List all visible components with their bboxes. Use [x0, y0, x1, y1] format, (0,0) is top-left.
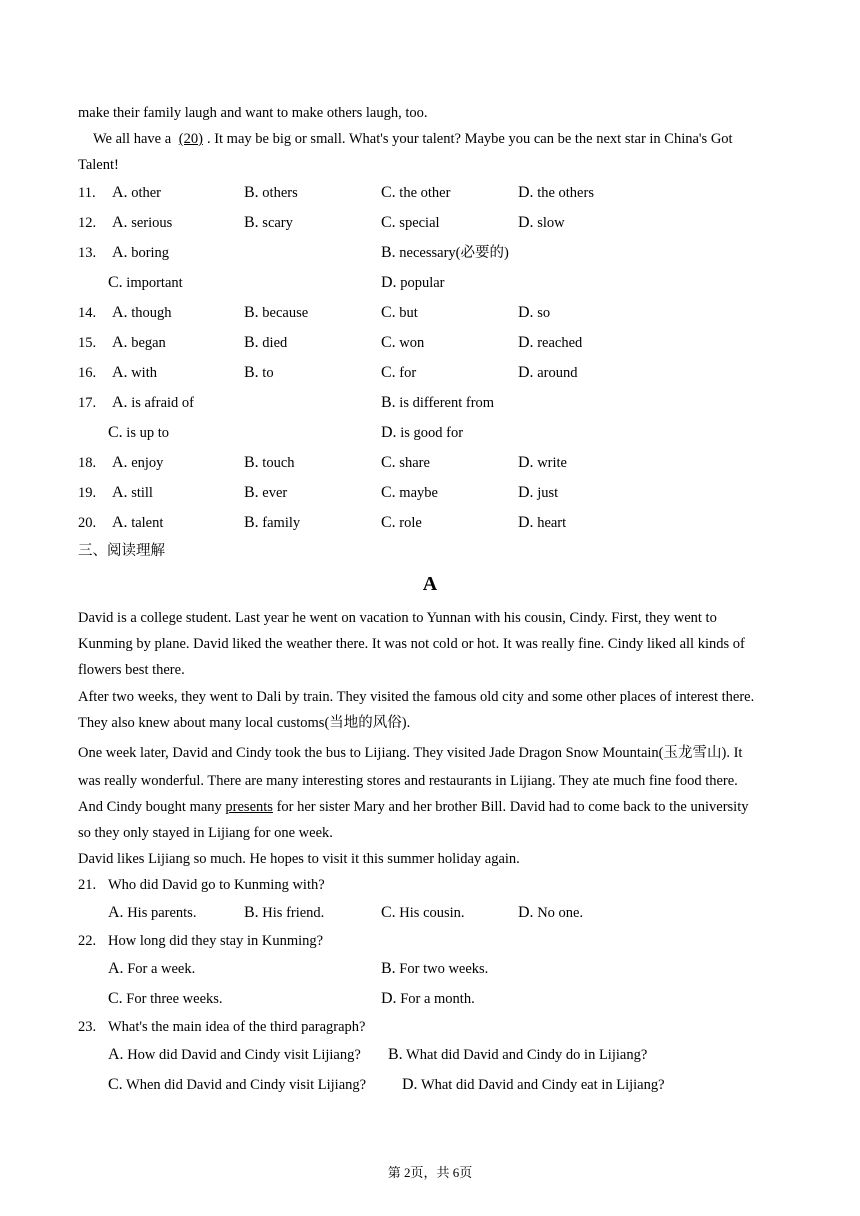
option-d[interactable]: D. so — [518, 304, 551, 321]
option-d[interactable]: D. What did David and Cindy eat in Lijiang? — [402, 1076, 665, 1093]
reading-text: And Cindy bought many — [78, 799, 226, 815]
option-d[interactable]: D. For a month. — [381, 990, 475, 1007]
option-b[interactable]: B. to — [244, 364, 274, 381]
option-c[interactable]: C. won — [381, 334, 425, 351]
option-d[interactable]: D. popular — [381, 274, 445, 291]
option-c[interactable]: C. the other — [381, 184, 451, 201]
reading-title: A — [422, 573, 438, 595]
option-b[interactable]: B. died — [244, 334, 288, 351]
option-a[interactable]: A. enjoy — [112, 454, 164, 471]
option-d[interactable]: D. just — [518, 484, 559, 501]
option-a[interactable]: A. His parents. — [108, 904, 197, 921]
reading-line: Kunming by plane. David liked the weather there. It was not cold or hot. It was really fine. Cindy liked all kinds of — [78, 636, 745, 652]
question-number: 17. — [78, 395, 97, 411]
option-b[interactable]: B. ever — [244, 484, 288, 501]
question-number: 16. — [78, 365, 97, 381]
option-c[interactable]: C. important — [108, 274, 183, 291]
option-a[interactable]: A. other — [112, 184, 161, 201]
option-d[interactable]: D. reached — [518, 334, 583, 351]
option-c[interactable]: C. role — [381, 514, 422, 531]
reading-line — [78, 798, 749, 816]
question-number: 22. — [78, 933, 97, 949]
question-number: 20. — [78, 515, 97, 531]
reading-line: was really wonderful. There are many interesting stores and restaurants in Lijiang. They ate much fine food there. — [78, 773, 738, 789]
question-number: 12. — [78, 215, 97, 231]
section-heading: 三、阅读理解 — [78, 543, 165, 559]
question-number: 18. — [78, 455, 97, 471]
option-d[interactable]: D. heart — [518, 514, 567, 531]
option-c[interactable]: C. When did David and Cindy visit Lijiang? — [108, 1076, 367, 1093]
question-number: 23. — [78, 1019, 97, 1035]
passage-text: We all have a — [93, 131, 175, 147]
reading-line: flowers best there. — [78, 662, 185, 678]
option-b[interactable]: B. is different from — [381, 394, 495, 411]
option-a[interactable]: A. still — [112, 484, 153, 501]
question-number: 19. — [78, 485, 97, 501]
page-footer: 第 2页，共 6页 — [387, 1165, 473, 1180]
option-a[interactable]: A. is afraid of — [112, 394, 194, 411]
reading-line: One week later, David and Cindy took the bus to Lijiang. They visited Jade Dragon Snow Mountain(玉龙雪山). It — [78, 745, 743, 761]
passage-line: make their family laugh and want to make others laugh, too. — [78, 105, 428, 121]
underlined-word-presents: presents — [225, 799, 273, 815]
question-number: 13. — [78, 245, 97, 261]
passage-text: . It may be big or small. What's your talent? Maybe you can be the next star in China's Got — [206, 131, 733, 147]
option-b[interactable]: B. touch — [244, 454, 295, 471]
option-a[interactable]: A. with — [112, 364, 157, 381]
option-a[interactable]: A. talent — [112, 514, 164, 531]
option-a[interactable]: A. serious — [112, 214, 173, 231]
option-b[interactable]: B. because — [244, 304, 309, 321]
reading-line: They also knew about many local customs(当地的风俗). — [78, 715, 411, 731]
option-c[interactable]: C. is up to — [108, 424, 169, 441]
option-b[interactable]: B. scary — [244, 214, 293, 231]
reading-line: After two weeks, they went to Dali by train. They visited the famous old city and some other places of interest there. — [78, 689, 755, 705]
option-d[interactable]: D. No one. — [518, 904, 584, 921]
option-d[interactable]: D. slow — [518, 214, 565, 231]
reading-line: David is a college student. Last year he went on vacation to Yunnan with his cousin, Cindy. First, they went to — [78, 610, 717, 626]
blank-20: (20) — [178, 131, 203, 147]
option-c[interactable]: C. maybe — [381, 484, 438, 501]
option-b[interactable]: B. necessary(必要的) — [381, 244, 509, 261]
option-c[interactable]: C. for — [381, 364, 417, 381]
option-c[interactable]: C. His cousin. — [381, 904, 465, 921]
option-a[interactable]: A. How did David and Cindy visit Lijiang? — [108, 1046, 361, 1063]
option-d[interactable]: D. around — [518, 364, 578, 381]
option-c[interactable]: C. special — [381, 214, 440, 231]
question-stem: Who did David go to Kunming with? — [108, 877, 325, 893]
question-stem: How long did they stay in Kunming? — [108, 933, 324, 949]
passage-line-blank — [93, 130, 733, 148]
option-a[interactable]: A. though — [112, 304, 172, 321]
option-c[interactable]: C. share — [381, 454, 430, 471]
option-d[interactable]: D. is good for — [381, 424, 464, 441]
question-number: 14. — [78, 305, 97, 321]
question-number: 15. — [78, 335, 97, 351]
option-a[interactable]: A. boring — [112, 244, 170, 261]
option-b[interactable]: B. others — [244, 184, 298, 201]
option-a[interactable]: A. For a week. — [108, 960, 196, 977]
option-b[interactable]: B. His friend. — [244, 904, 325, 921]
reading-line: so they only stayed in Lijiang for one week. — [78, 825, 333, 841]
option-d[interactable]: D. write — [518, 454, 567, 471]
passage-line: Talent! — [78, 157, 119, 173]
option-a[interactable]: A. began — [112, 334, 166, 351]
option-c[interactable]: C. but — [381, 304, 418, 321]
option-b[interactable]: B. What did David and Cindy do in Lijiang? — [388, 1046, 648, 1063]
option-b[interactable]: B. For two weeks. — [381, 960, 489, 977]
option-b[interactable]: B. family — [244, 514, 301, 531]
question-number: 11. — [78, 185, 96, 201]
reading-text: for her sister Mary and her brother Bill. David had to come back to the university — [272, 799, 749, 815]
question-stem: What's the main idea of the third paragraph? — [108, 1019, 366, 1035]
reading-line: David likes Lijiang so much. He hopes to visit it this summer holiday again. — [78, 851, 520, 867]
question-number: 21. — [78, 877, 97, 893]
option-d[interactable]: D. the others — [518, 184, 594, 201]
option-c[interactable]: C. For three weeks. — [108, 990, 223, 1007]
